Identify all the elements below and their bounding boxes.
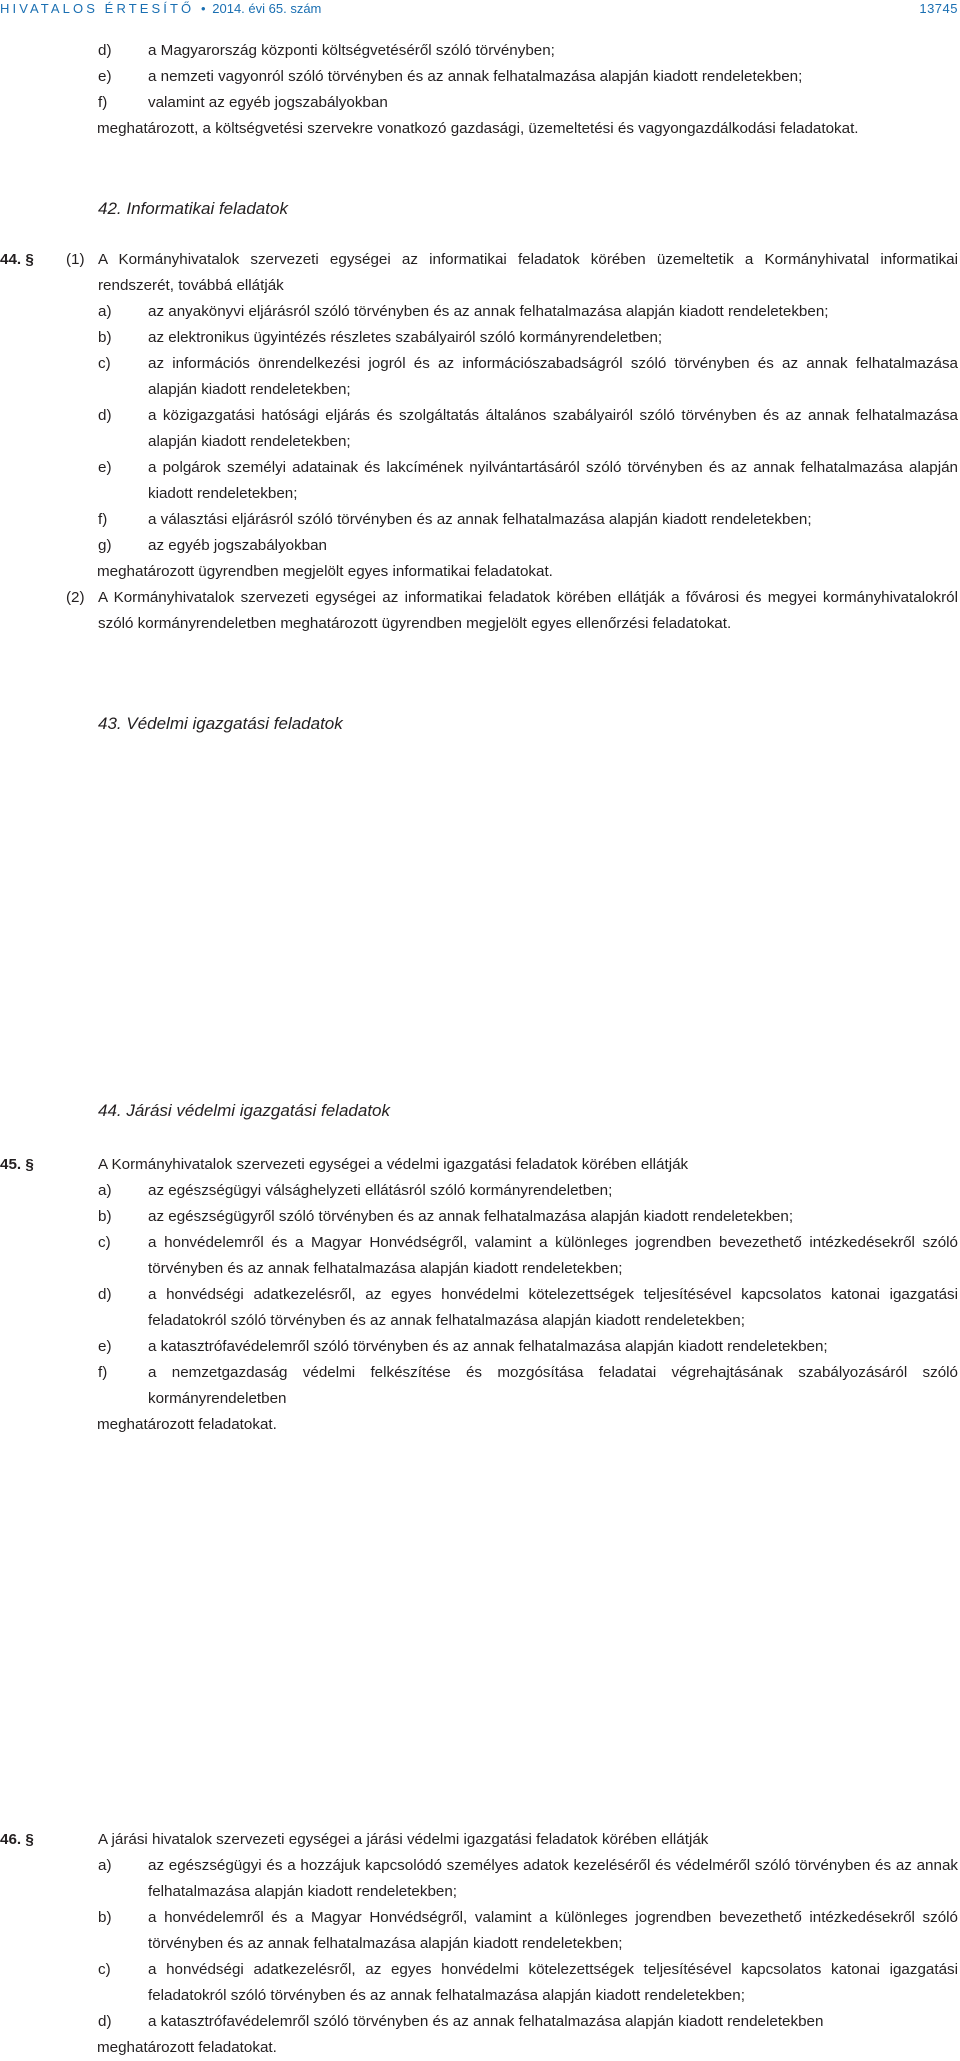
list-item (0, 90, 960, 116)
list-item (0, 1204, 960, 1230)
item-text: az egészségügyi és a hozzájuk kapcsolódó személyes adatok kezeléséről és védelméről szóló törvényben és az annak felhatalmazása alapján kiadott rendeletekben; (148, 1857, 958, 1900)
closing-text: meghatározott, a költségvetési szervekre vonatkozó gazdasági, üzemeltetési és vagyongazdálkodási feladatokat. (97, 120, 859, 137)
list-item (0, 2009, 960, 2035)
paragraph-lead: A Kormányhivatalok szervezeti egységei az informatikai feladatok körében üzemeltetik a Kormányhivatal informatikai rendszerét, továbbá ellátják (98, 251, 958, 294)
item-label: e) (98, 68, 112, 85)
item-label: d) (98, 1286, 112, 1303)
journal-title: HIVATALOS ÉRTESÍTŐ • 2014. évi 65. szám (0, 1, 322, 16)
closing-text: meghatározott feladatokat. (97, 1416, 277, 1433)
item-text: a honvédelemről és a Magyar Honvédségről, valamint a különleges jogrendben bevezethető intézkedésekről szóló törvényben és az annak felhatalmazása alapján kiadott rendeletekben; (148, 1234, 958, 1277)
item-text: a katasztrófavédelemről szóló törvényben és az annak felhatalmazása alapján kiadott rendeletekben (148, 2013, 824, 2030)
page-number: 13745 (919, 1, 958, 16)
section-lead: A Kormányhivatalok szervezeti egységei a védelmi igazgatási feladatok körében ellátják (98, 1156, 689, 1173)
item-label: f) (98, 94, 108, 111)
list-item (0, 1853, 960, 1905)
list-item (0, 1905, 960, 1957)
list-item (0, 325, 960, 351)
paragraph-number: (1) (66, 251, 85, 268)
item-label: e) (98, 459, 112, 476)
item-text: a Magyarország központi költségvetéséről szóló törvényben; (148, 42, 555, 59)
section-45 (0, 1152, 960, 1438)
item-label: f) (98, 511, 108, 528)
item-label: a) (98, 303, 112, 320)
paragraph-text: A Kormányhivatalok szervezeti egységei az informatikai feladatok körében ellátják a fővárosi és megyei kormányhivatalokról szóló kormányrendeletben meghatározott ügyrendben megjelölt egyes ellenőrzési feladatokat. (98, 589, 958, 632)
item-text: a honvédségi adatkezelésről, az egyes honvédelmi kötelezettségek teljesítésével kapcsolatos katonai igazgatási feladatokról szóló törvényben és az annak felhatalmazása alapján kiadott rendeletekben; (148, 1961, 958, 2004)
list-item (0, 1360, 960, 1412)
item-label: d) (98, 42, 112, 59)
list-item (0, 1178, 960, 1204)
section-44 (0, 247, 960, 637)
item-label: b) (98, 1909, 112, 1926)
item-text: a katasztrófavédelemről szóló törvényben és az annak felhatalmazása alapján kiadott rendeletekben; (148, 1338, 828, 1355)
item-label: a) (98, 1857, 112, 1874)
list-item (0, 1957, 960, 2009)
section-lead: A járási hivatalok szervezeti egységei a járási védelmi igazgatási feladatok körében ellátják (98, 1831, 709, 1848)
section-number: 44. § (0, 251, 34, 268)
paragraph-number: (2) (66, 589, 85, 606)
item-text: a választási eljárásról szóló törvényben és az annak felhatalmazása alapján kiadott rendeletekben; (148, 511, 812, 528)
item-text: a honvédségi adatkezelésről, az egyes honvédelmi kötelezettségek teljesítésével kapcsolatos katonai igazgatási feladatokról szóló törvényben és az annak felhatalmazása alapján kiadott rendeletekben; (148, 1286, 958, 1329)
list-item (0, 64, 960, 90)
list-item (0, 1334, 960, 1360)
item-label: d) (98, 407, 112, 424)
section-46 (0, 1827, 960, 2061)
item-label: g) (98, 537, 112, 554)
section-heading-43: 43. Védelmi igazgatási feladatok (98, 714, 343, 733)
item-label: e) (98, 1338, 112, 1355)
item-label: b) (98, 1208, 112, 1225)
item-label: b) (98, 329, 112, 346)
item-text: a honvédelemről és a Magyar Honvédségről, valamint a különleges jogrendben bevezethető intézkedésekről szóló törvényben és az annak felhatalmazása alapján kiadott rendeletekben; (148, 1909, 958, 1952)
item-text: a polgárok személyi adatainak és lakcímének nyilvántartásáról szóló törvényben és az annak felhatalmazása alapján kiadott rendeletekben; (148, 459, 958, 502)
item-label: a) (98, 1182, 112, 1199)
section-heading-42: 42. Informatikai feladatok (98, 199, 288, 218)
list-item (0, 299, 960, 325)
item-label: c) (98, 1961, 111, 1978)
item-text: a közigazgatási hatósági eljárás és szolgáltatás általános szabályairól szóló törvényben és az annak felhatalmazása alapján kiadott rendeletekben; (148, 407, 958, 450)
closing-text: meghatározott feladatokat. (97, 2039, 277, 2056)
list-item (0, 403, 960, 455)
item-text: a nemzeti vagyonról szóló törvényben és az annak felhatalmazása alapján kiadott rendeletekben; (148, 68, 803, 85)
item-text: az egyéb jogszabályokban (148, 537, 328, 554)
section-heading-44: 44. Járási védelmi igazgatási feladatok (98, 1101, 390, 1120)
list-item (0, 533, 960, 559)
item-text: az információs önrendelkezési jogról és az információszabadságról szóló törvényben és az annak felhatalmazása alapján kiadott rendeletekben; (148, 355, 958, 398)
list-item (0, 455, 960, 507)
list-item (0, 1230, 960, 1282)
item-label: c) (98, 1234, 111, 1251)
item-text: az egészségügyi válsághelyzeti ellátásról szóló kormányrendeletben; (148, 1182, 613, 1199)
item-text: az anyakönyvi eljárásról szóló törvényben és az annak felhatalmazása alapján kiadott rendeletekben; (148, 303, 829, 320)
header-separator: • (200, 1, 206, 16)
paragraph-2 (0, 585, 960, 637)
item-text: az egészségügyről szóló törvényben és az annak felhatalmazása alapján kiadott rendeletekben; (148, 1208, 794, 1225)
section-number: 46. § (0, 1831, 34, 1848)
closing-text: meghatározott ügyrendben megjelölt egyes informatikai feladatokat. (97, 563, 553, 580)
top-continuation (0, 38, 960, 142)
item-text: az elektronikus ügyintézés részletes szabályairól szóló kormányrendeletben; (148, 329, 663, 346)
list-item (0, 351, 960, 403)
item-label: d) (98, 2013, 112, 2030)
issue-number: 2014. évi 65. szám (212, 1, 322, 16)
item-text: valamint az egyéb jogszabályokban (148, 94, 388, 111)
list-item (0, 1282, 960, 1334)
item-text: a nemzetgazdaság védelmi felkészítése és mozgósítása feladatai végrehajtásának szabályozásáról szóló kormányrendeletben (148, 1364, 958, 1407)
section-number: 45. § (0, 1156, 34, 1173)
item-label: c) (98, 355, 111, 372)
list-item (0, 38, 960, 64)
item-label: f) (98, 1364, 108, 1381)
list-item (0, 507, 960, 533)
running-header (0, 0, 960, 20)
